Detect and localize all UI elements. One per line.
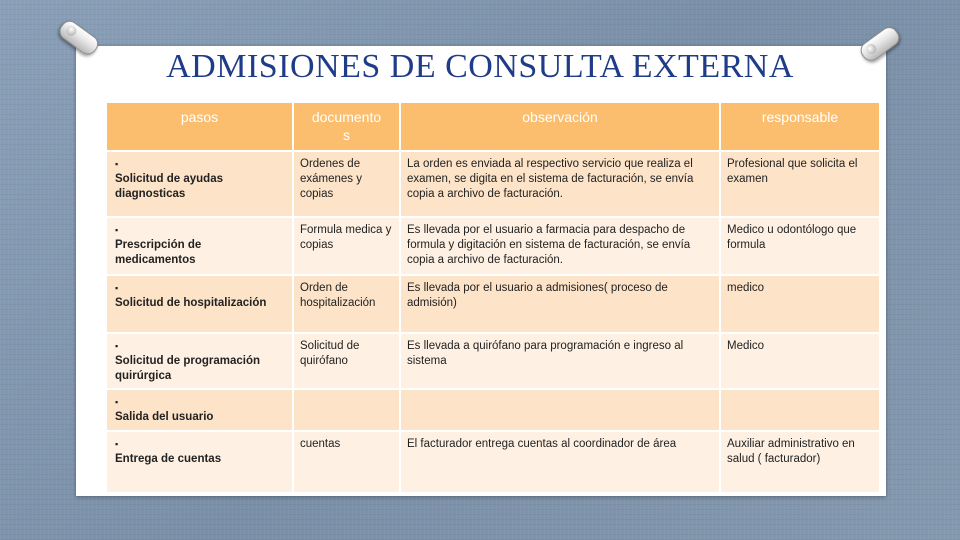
responsible-cell: Auxiliar administrativo en salud ( facturador)	[720, 431, 880, 493]
observation-cell	[400, 389, 720, 431]
responsible-cell: Profesional que solicita el examen	[720, 151, 880, 217]
table-row	[106, 333, 880, 389]
step-cell	[106, 431, 293, 493]
square-bullet-icon: ▪	[115, 283, 119, 293]
square-bullet-icon: ▪	[115, 225, 119, 235]
table-row	[106, 431, 880, 493]
responsible-cell: Medico	[720, 333, 880, 389]
step-label: Solicitud de programación quirúrgica	[115, 354, 261, 382]
step-cell	[106, 151, 293, 217]
header-observacion: observación	[400, 102, 720, 151]
step-cell	[106, 389, 293, 431]
table-row	[106, 217, 880, 275]
step-label: Prescripción de medicamentos	[115, 238, 202, 266]
table-header-row	[106, 102, 880, 151]
header-pasos: pasos	[106, 102, 293, 151]
responsible-cell: Medico u odontólogo que formula	[720, 217, 880, 275]
step-cell	[106, 333, 293, 389]
document-cell: Formula medica y copias	[293, 217, 400, 275]
observation-cell: El facturador entrega cuentas al coordinador de área	[400, 431, 720, 493]
table-row	[106, 275, 880, 333]
observation-cell: Es llevada a quirófano para programación e ingreso al sistema	[400, 333, 720, 389]
document-cell: cuentas	[293, 431, 400, 493]
document-cell: Orden de hospitalización	[293, 275, 400, 333]
header-responsable: responsable	[720, 102, 880, 151]
observation-cell: La orden es enviada al respectivo servicio que realiza el examen, se digita en el sistema de facturación, se envía copia a archivo de facturación.	[400, 151, 720, 217]
observation-cell: Es llevada por el usuario a admisiones( proceso de admisión)	[400, 275, 720, 333]
table-row	[106, 151, 880, 217]
document-cell: Ordenes de exámenes y copias	[293, 151, 400, 217]
observation-cell: Es llevada por el usuario a farmacia para despacho de formula y digitación en sistema de facturación, se envía copia a archivo de facturación.	[400, 217, 720, 275]
page-title: ADMISIONES DE CONSULTA EXTERNA	[166, 48, 794, 85]
step-label: Solicitud de ayudas diagnosticas	[115, 172, 223, 200]
document-cell	[293, 389, 400, 431]
header-documentos: documento s	[293, 102, 400, 151]
table-row	[106, 389, 880, 431]
square-bullet-icon: ▪	[115, 438, 119, 449]
square-bullet-icon: ▪	[115, 341, 119, 351]
square-bullet-icon: ▪	[115, 159, 119, 169]
step-cell	[106, 275, 293, 333]
step-label: Solicitud de hospitalización	[115, 296, 267, 309]
process-table	[105, 101, 881, 494]
step-label: Entrega de cuentas	[115, 452, 222, 465]
responsible-cell	[720, 389, 880, 431]
step-cell	[106, 217, 293, 275]
square-bullet-icon: ▪	[115, 396, 119, 407]
responsible-cell: medico	[720, 275, 880, 333]
step-label: Salida del usuario	[115, 410, 214, 423]
document-cell: Solicitud de quirófano	[293, 333, 400, 389]
